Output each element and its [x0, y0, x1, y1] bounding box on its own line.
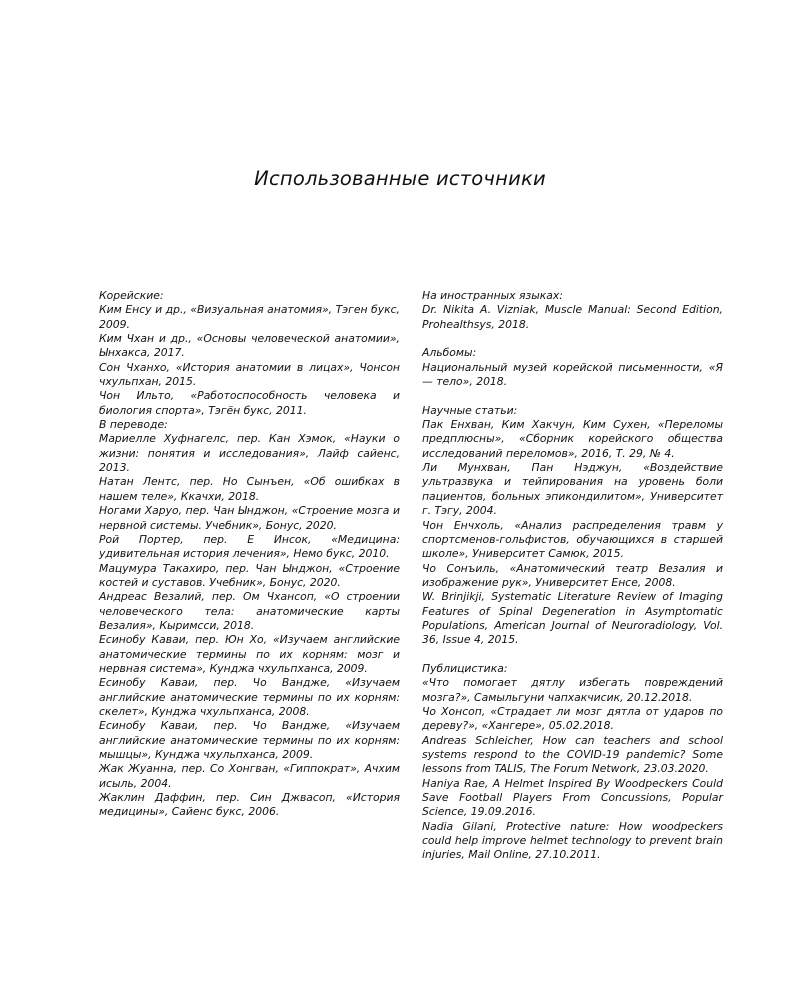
reference-entry: Андреас Везалий, пер. Ом Чхансоп, «О строении человеческого тела: анатомические карты Везалия», Кыримсси, 2018. — [99, 590, 400, 632]
reference-entry: Чо Хонсоп, «Страдает ли мозг дятла от ударов по дереву?», «Хангере», 05.02.2018. — [422, 704, 723, 733]
reference-entry: Ким Чхан и др., «Основы человеческой анатомии», Ынхакса, 2017. — [99, 332, 400, 360]
reference-entry: Ли Мунхван, Пан Нэджун, «Воздействие ультразвука и тейпирования на уровень боли пациентов, больных эпикондилитом», Университет г. Тэгу, 2004. — [422, 461, 723, 518]
reference-entry: Ким Енсу и др., «Визуальная анатомия», Тэген букс, 2009. — [99, 303, 400, 331]
reference-entry: Рой Портер, пер. Е Инсок, «Медицина: удивительная история лечения», Немо букс, 2010. — [99, 532, 400, 561]
reference-entry: «Что помогает дятлу избегать повреждений мозга?», Самыльгуни чапхакчисик, 20.12.2018. — [422, 676, 723, 704]
section-title-press: Публицистика: — [422, 661, 508, 675]
reference-entry: Haniya Rae, A Helmet Inspired By Woodpeckers Could Save Football Players From Concussions, Popular Science, 19.09.2016. — [422, 776, 723, 819]
reference-entry: Andreas Schleicher, How can teachers and school systems respond to the COVID-19 pandemic? Some lessons from TALIS, The Forum Network, 23.03.2020. — [422, 733, 723, 776]
reference-entry: W. Brinjikji, Systematic Literature Review of Imaging Features of Spinal Degeneration in Asymptomatic Populations, American Journal of Neuroradiology, Vol. 36, Issue 4, 2015. — [422, 590, 723, 647]
reference-entry: Жак Жуанна, пер. Со Хонгван, «Гиппократ», Ачхим исыль, 2004. — [99, 762, 400, 790]
section-title-translated: В переводе: — [99, 418, 168, 432]
page-title: Использованные источники — [254, 167, 546, 190]
reference-entry: Мариелле Хуфнагелс, пер. Кан Хэмок, «Науки о жизни: понятия и исследования», Лайф сайенс, 2013. — [99, 432, 400, 475]
reference-entry: Есинобу Каваи, пер. Чо Ванджe, «Изучаем английские анатомические термины по их корням: скелет», Кунджа чхульпханса, 2008. — [99, 676, 400, 718]
section-gap — [422, 332, 723, 346]
reference-entry: Чон Енчхоль, «Анализ распределения травм у спортсменов-гольфистов, обучающихся в старшей школе», Университет Самюк, 2015. — [422, 518, 723, 561]
reference-entry: Жаклин Даффин, пер. Син Джвасоп, «История медицины», Сайенс букс, 2006. — [99, 791, 400, 819]
section-gap — [422, 648, 723, 662]
reference-entry: Dr. Nikita A. Vizniak, Muscle Manual: Second Edition, Prohealthsys, 2018. — [422, 303, 723, 331]
reference-entry: Есинобу Каваи, пер. Юн Хо, «Изучаем английские анатомические термины по их корням: мозг и нервная система», Кунджа чхульпханса, 2009. — [99, 633, 400, 675]
reference-entry: Чон Ильто, «Работоспособность человека и биология спорта», Тэгён букс, 2011. — [99, 389, 400, 417]
section-title-foreign: На иностранных языках: — [422, 289, 563, 302]
reference-entry: Nadia Gilani, Protective nature: How woodpeckers could help improve helmet technology to prevent brain injuries, Mail Online, 27.10.2011. — [422, 819, 723, 862]
reference-entry: Есинобу Каваи, пер. Чо Ванджe, «Изучаем английские анатомические термины по их корням: мышцы», Кунджа чхульпханса, 2009. — [99, 719, 400, 761]
reference-entry: Сон Чханхо, «История анатомии в лицах», Чонсон чхульпхан, 2015. — [99, 360, 400, 389]
reference-entry: Мацумура Такахиро, пер. Чан Ынджон, «Строение костей и суставов. Учебник», Бонус, 2020. — [99, 561, 400, 589]
left-column — [99, 289, 400, 820]
section-title-albums: Альбомы: — [422, 346, 477, 360]
reference-entry: Чо Сонъиль, «Анатомический театр Везалия и изображение рук», Университет Енсе, 2008. — [422, 561, 723, 589]
right-column — [422, 289, 723, 863]
section-gap — [422, 389, 723, 403]
reference-entry: Пак Енхван, Ким Хакчун, Ким Сухен, «Переломы предплюсны», «Сборник корейского общества исследований переломов», 2016, Т. 29, № 4. — [422, 418, 723, 460]
reference-entry: Национальный музей корейской письменности, «Я — тело», 2018. — [422, 360, 723, 389]
section-title-articles: Научные статьи: — [422, 403, 518, 417]
section-title-korean: Корейские: — [99, 289, 164, 302]
reference-entry: Ногами Харуо, пер. Чан Ынджон, «Строение мозга и нервной системы. Учебник», Бонус, 2020. — [99, 504, 400, 532]
reference-entry: Натан Лентс, пер. Но Сынъен, «Об ошибках в нашем теле», Ккачхи, 2018. — [99, 475, 400, 503]
